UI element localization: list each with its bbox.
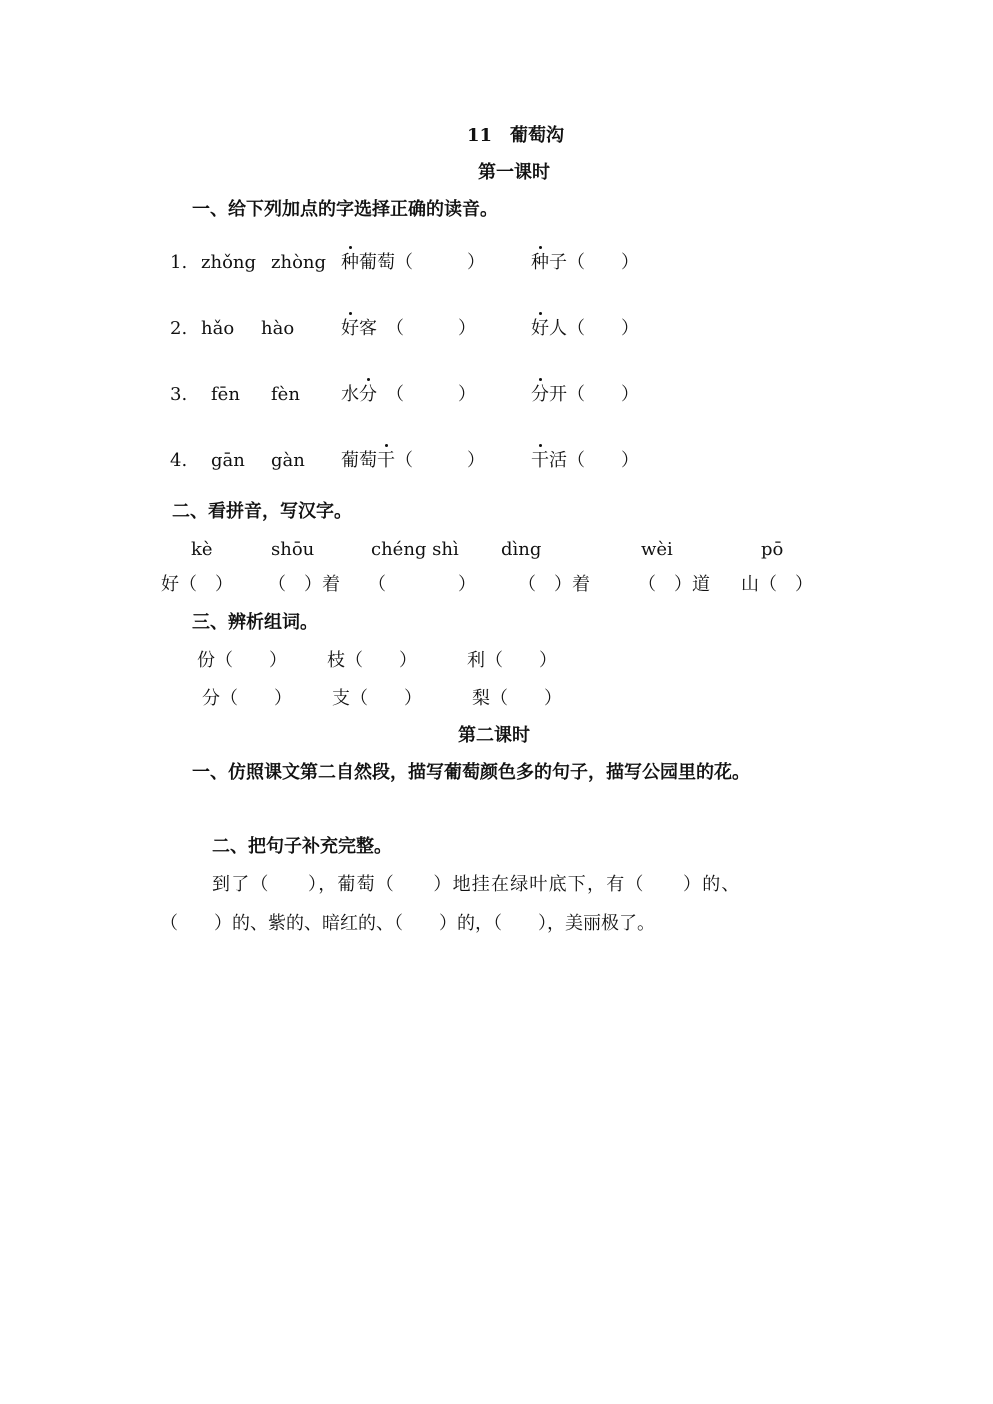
q2-heading: 二、看拼音，写汉字。 xyxy=(172,501,352,522)
compare-item: 支（ ） xyxy=(332,688,422,709)
compare-item: 分（ ） xyxy=(202,688,292,709)
pinyin-prompt: shōu xyxy=(271,539,315,560)
fill-sentence-line: （ ）的、紫的、暗红的、（ ）的，（ ），美丽极了。 xyxy=(160,913,655,934)
pinyin-option: hào xyxy=(261,318,295,339)
lesson2-q2-heading: 二、把句子补充完整。 xyxy=(212,836,392,857)
blank-item: （ ） xyxy=(368,574,476,595)
pinyin-option: fèn xyxy=(271,384,300,405)
dotted-char: 分 xyxy=(359,384,377,405)
fill-sentence-line: 到了（ ），葡萄（ ）地挂在绿叶底下，有（ ）的、 xyxy=(212,874,741,895)
q3-heading: 三、辨析组词。 xyxy=(192,612,318,633)
pinyin-prompt: wèi xyxy=(641,539,673,560)
q1-heading: 一、给下列加点的字选择正确的读音。 xyxy=(192,199,498,220)
pinyin-prompt: dìng xyxy=(501,539,542,560)
lesson2-heading: 第二课时 xyxy=(458,725,530,746)
pinyin-option: zhǒng xyxy=(201,252,257,273)
pinyin-option: gān xyxy=(211,450,245,471)
word-1 xyxy=(341,251,485,275)
word-1 xyxy=(341,449,485,473)
pinyin-option: gàn xyxy=(271,450,305,471)
blank-item: （ ）着 xyxy=(268,574,340,595)
compare-item: 梨（ ） xyxy=(472,688,562,709)
row-number: 1. xyxy=(170,252,188,273)
blank-item: （ ）道 xyxy=(638,574,710,595)
row-number: 2. xyxy=(170,318,188,339)
word-text: 葡萄（ ） xyxy=(359,252,485,273)
pinyin-prompt: kè xyxy=(191,539,213,560)
word-text: 子（ ） xyxy=(549,252,639,273)
lesson1-heading: 第一课时 xyxy=(478,162,550,183)
word-text: （ ） xyxy=(395,450,485,471)
row-number: 3. xyxy=(170,384,188,405)
word-text: 客 （ ） xyxy=(359,318,476,339)
word-1 xyxy=(341,317,476,341)
word-2 xyxy=(531,383,639,407)
word-text: 人（ ） xyxy=(549,318,639,339)
compare-item: 份（ ） xyxy=(197,650,287,671)
dotted-char: 种 xyxy=(341,252,359,273)
word-2 xyxy=(531,317,639,341)
dotted-char: 好 xyxy=(341,318,359,339)
word-text: 活（ ） xyxy=(549,450,639,471)
page-title: 11 葡萄沟 xyxy=(467,125,565,146)
lesson2-q1-heading: 一、仿照课文第二自然段，描写葡萄颜色多的句子，描写公园里的花。 xyxy=(192,762,750,783)
dotted-char: 种 xyxy=(531,252,549,273)
word-2 xyxy=(531,251,639,275)
pinyin-prompt: chéng shì xyxy=(371,539,459,560)
word-text: 葡萄 xyxy=(341,450,377,471)
word-text: 开（ ） xyxy=(549,384,639,405)
blank-item: （ ）着 xyxy=(518,574,590,595)
word-1 xyxy=(341,383,476,407)
word-2 xyxy=(531,449,639,473)
pinyin-option: zhòng xyxy=(271,252,327,273)
dotted-char: 干 xyxy=(377,450,395,471)
word-text: （ ） xyxy=(377,384,476,405)
dotted-char: 分 xyxy=(531,384,549,405)
word-text: 水 xyxy=(341,384,359,405)
blank-item: 山（ ） xyxy=(741,574,813,595)
compare-item: 枝（ ） xyxy=(327,650,417,671)
row-number: 4. xyxy=(170,450,188,471)
blank-item: 好（ ） xyxy=(161,574,233,595)
dotted-char: 干 xyxy=(531,450,549,471)
pinyin-option: fēn xyxy=(211,384,240,405)
pinyin-option: hǎo xyxy=(201,318,235,339)
pinyin-prompt: pō xyxy=(761,539,784,560)
compare-item: 利（ ） xyxy=(467,650,557,671)
dotted-char: 好 xyxy=(531,318,549,339)
